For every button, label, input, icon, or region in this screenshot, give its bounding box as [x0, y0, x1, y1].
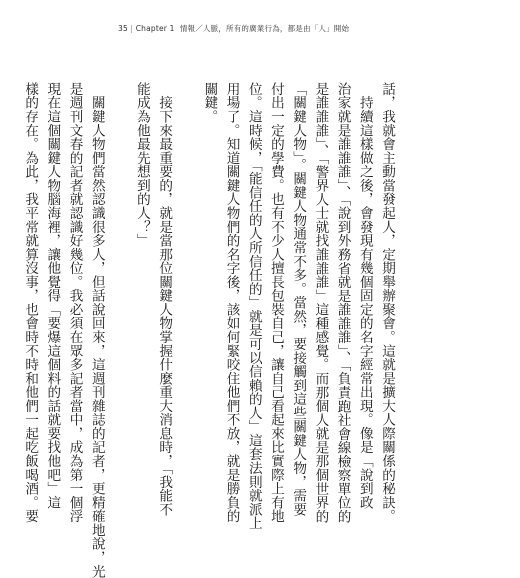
text-line: 治家就是誰誰誰」、「說到外務省就是誰誰誰」、「負責跑社會線檢察單位的: [334, 82, 351, 524]
text-line: 「關鍵人物」。關鍵人物通常不多。當然，要接觸到這些關鍵人物，需要: [290, 82, 307, 517]
text-line: 能成為他最先想到的人？」: [133, 82, 150, 248]
chapter-title: 情報／人脈，所有的廣業行為，都是由「人」開始: [179, 24, 350, 33]
vertical-body-text: [19, 82, 398, 578]
text-line: 樣的存在。為此，我平常就算沒事，也會時不時和他們一起吃飯喝酒。要: [22, 82, 39, 523]
text-line: 是週刊文春的記者就認識好幾位。我必須在眾多記者當中，成為第一個浮: [66, 82, 83, 523]
text-line: 是誰誰誰」、「警界人士就找誰誰誰」這種感覺。而那個人就是那個世界的: [312, 82, 329, 524]
chapter-label: Chapter 1: [135, 24, 175, 33]
text-line: 現在這個關鍵人物腦海裡，讓他覺得「要爆這個料的話就要找他吧」這: [44, 82, 61, 510]
text-line: 位。這時候，「能信任的人所信任的」就是可以信賴的人」這套法則就派上: [245, 82, 262, 530]
text-line: 關鍵。: [201, 82, 218, 124]
text-line: 付出一定的學費。也有不少人擅長包裝自己，讓自己看起來比實際上有地: [267, 82, 284, 523]
text-line: 用場了。知道關鍵人物們的名字後，該如何緊咬住他們不放，就是勝負的: [223, 82, 240, 523]
running-head: [118, 23, 349, 34]
text-line: 接下來最重要的，就是當那位關鍵人物掌握什麼重大消息時，「我能不: [156, 82, 173, 517]
text-line: 持續這樣做之後，會發現有幾個固定的名字經常出現。像是「說到政: [356, 82, 373, 510]
header-separator: |: [129, 24, 133, 33]
text-line: 關鍵人物們當然認識很多人，但話說回來，這週刊雜誌的記者，更精確地說，光: [88, 82, 105, 578]
text-line: 話，我就會主動當發起人，定期舉辦聚會。這就是擴大人際關係的秘訣。: [379, 82, 395, 523]
page-number: 35: [118, 24, 128, 33]
